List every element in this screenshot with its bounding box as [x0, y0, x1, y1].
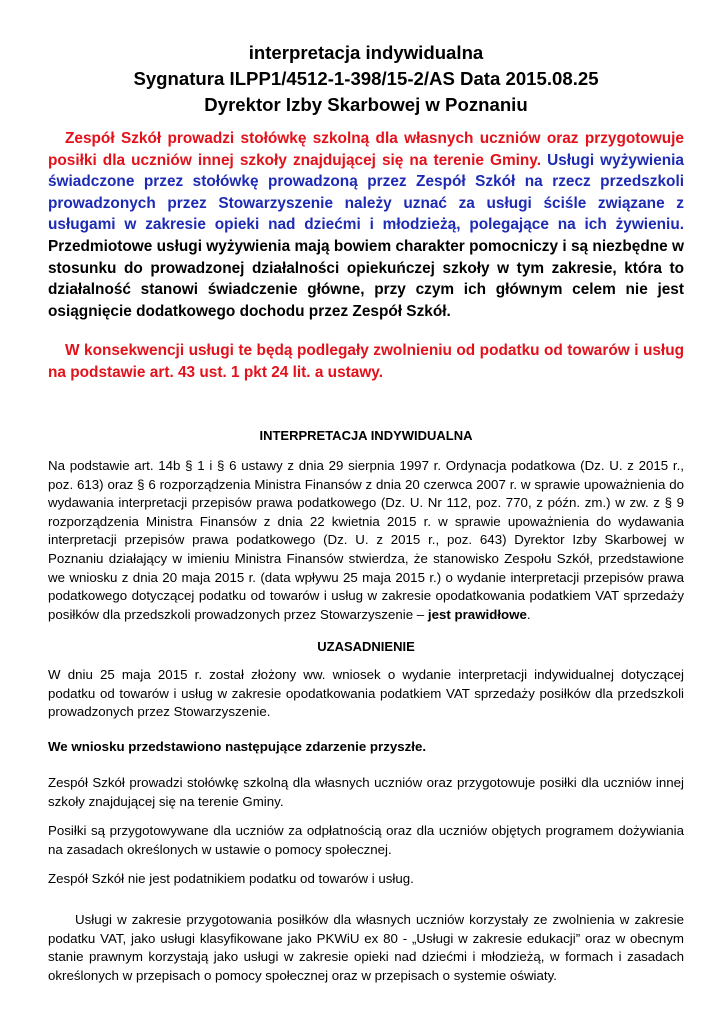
interpretation-verdict: jest prawidłowe [427, 606, 527, 622]
title-line-signature: Sygnatura ILPP1/4512-1-398/15-2/AS Data 2015.08.25 [133, 68, 599, 89]
summary-red-text: Zespół Szkół prowadzi stołówkę szkolną dla własnych uczniów oraz przygotowuje posiłki dla uczniów innej szkoły znajdującej się na terenie Gminy. [48, 130, 684, 169]
interpretation-end: . [526, 606, 531, 622]
title-line-authority: Dyrektor Izby Skarbowej w Poznaniu [204, 94, 528, 115]
summary-blue-text: Usługi wyżywienia świadczone przez stołówkę prowadzoną przez Zespół Szkół na rzecz przedszkoli prowadzonych przez Stowarzyszenie należy uznać za usługi ściśle związane z usługami w zakresie opieki nad dziećmi i młodzieżą, polegające na ich żywieniu. [48, 151, 684, 234]
justification-paragraph-5: Zespół Szkół nie jest podatnikiem podatku od towarów i usług. [48, 871, 414, 886]
document-title [48, 40, 684, 118]
summary-black-text: Przedmiotowe usługi wyżywienia mają bowiem charakter pomocniczy i są niezbędne w stosunku do prowadzonej działalności opiekuńczej szkoły w tym zakresie, która to działalność stanowi świadczenie główne, przy czym ich głównym celem nie jest osiągnięcie dodatkowego dochodu przez Zespół Szkół. [48, 237, 684, 320]
justification-paragraph-4: Posiłki są przygotowywane dla uczniów za odpłatnością oraz dla uczniów objętych programem dożywiania na zasadach określonych w ustawie o pomocy społecznej. [48, 823, 684, 857]
conclusion-paragraph: W konsekwencji usługi te będą podlegały zwolnieniu od podatku od towarów i usług na podstawie art. 43 ust. 1 pkt 24 lit. a ustawy. [48, 342, 684, 381]
justification-paragraph-2: We wniosku przedstawiono następujące zdarzenie przyszłe. [48, 739, 427, 754]
justification-heading: UZASADNIENIE [317, 639, 415, 654]
title-line-type: interpretacja indywidualna [248, 42, 484, 63]
justification-paragraph-3: Zespół Szkół prowadzi stołówkę szkolną dla własnych uczniów oraz przygotowuje posiłki dla uczniów innej szkoły znajdującej się na terenie Gminy. [48, 775, 684, 809]
summary-paragraph [48, 128, 684, 322]
justification-paragraph-6: Usługi w zakresie przygotowania posiłków dla własnych uczniów korzystały ze zwolnienia w zakresie podatku VAT, jako usługi klasyfikowane jako PKWiU ex 80 - „Usługi w zakresie edukacji” oraz w obecnym stanie prawnym korzystają jako usługi w zakresie opieki nad dziećmi i młodzieżą, w formach i zasadach określonych w przepisach o pomocy społecznej oraz w przepisach o systemie oświaty. [48, 912, 684, 983]
interpretation-heading: INTERPRETACJA INDYWIDUALNA [259, 428, 473, 443]
interpretation-text: Na podstawie art. 14b § 1 i § 6 ustawy z dnia 29 sierpnia 1997 r. Ordynacja podatkowa (Dz. U. z 2015 r., poz. 613) oraz § 6 rozporządzenia Ministra Finansów z dnia 20 czerwca 2007 r. w sprawie upoważnienia do wydawania interpretacji przepisów prawa podatkowego (Dz. U. Nr 112, poz. 770, z późn. zm.) w zw. z § 9 rozporządzenia Ministra Finansów z dnia 22 kwietnia 2015 r. w sprawie upoważnienia do wydawania interpretacji przepisów prawa podatkowego (Dz. U. z 2015 r., poz. 643) Dyrektor Izby Skarbowej w Poznaniu działający w imieniu Ministra Finansów stwierdza, że stanowisko Zespołu Szkół, przedstawione we wniosku z dnia 20 maja 2015 r. (data wpływu 25 maja 2015 r.) o wydanie interpretacji przepisów prawa podatkowego dotyczącej podatku od towarów i usług w zakresie opodatkowania podatkiem VAT sprzedaży posiłków dla przedszkoli prowadzonych przez Stowarzyszenie – [48, 458, 684, 622]
interpretation-paragraph [48, 457, 684, 624]
justification-paragraph-1: W dniu 25 maja 2015 r. został złożony ww. wniosek o wydanie interpretacji indywidualnej dotyczącej podatku od towarów i usług w zakresie opodatkowania podatkiem VAT sprzedaży posiłków dla przedszkoli prowadzonych przez Stowarzyszenie. [48, 667, 684, 720]
